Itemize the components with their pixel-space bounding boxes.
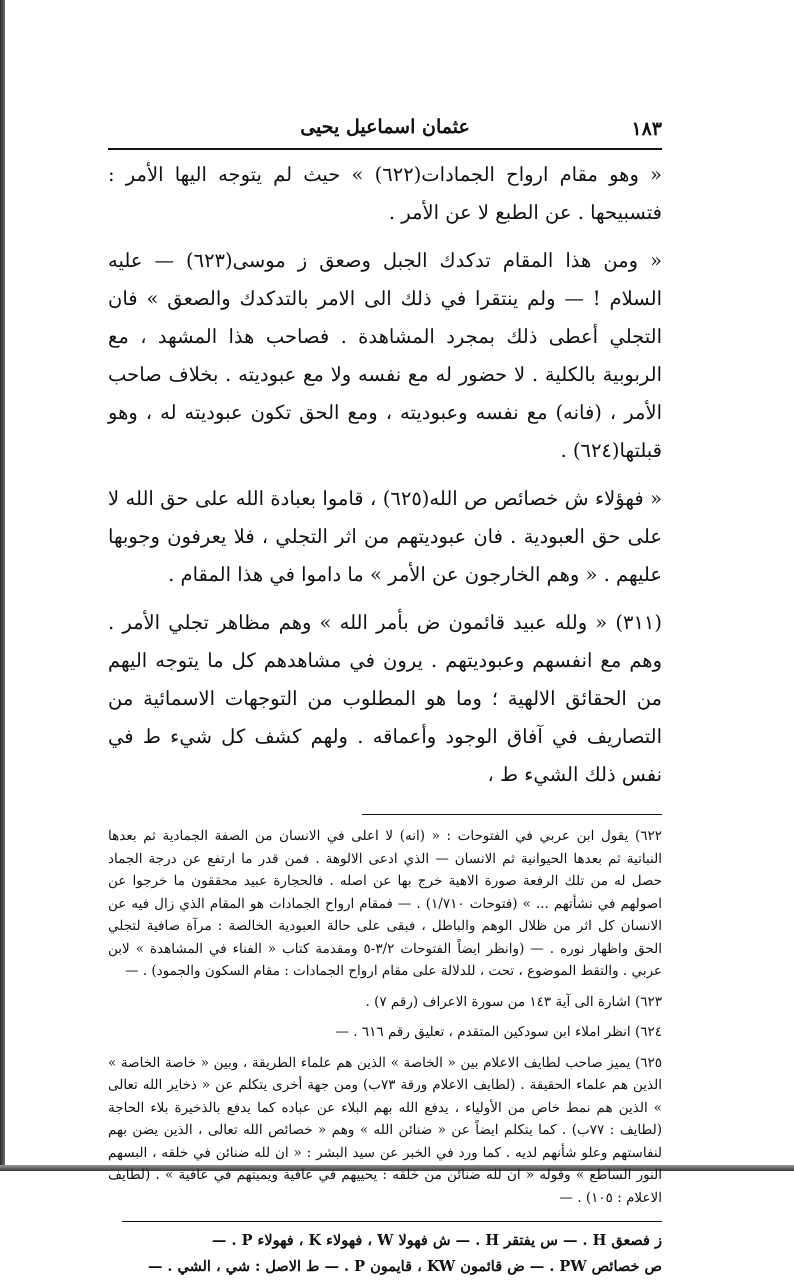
footnote: ٦٢٣) اشارة الى آية ١٤٣ من سورة الاعراف (رقم ٧) . bbox=[365, 993, 662, 1010]
paragraph: « ومن هذا المقام تدكدك الجبل وصعق ز موسى(٦٢٣) — عليه السلام ! — ولم ينتقرا في ذلك الى الامر بالتدكدك والصعق » فان التجلي أعطى ذلك بمجرد المشاهدة . فصاحب هذا المشهد ، مع الربوبية بالكلية . لا حضور له مع نفسه ولا مع عبوديته . بخلاف صاحب الأمر ، (فانه) مع نفسه وعبوديته ، ومع الحق تكون عبوديته له ، وهو قبلتها(٦٢٤) . bbox=[108, 249, 662, 462]
header-rule bbox=[108, 148, 662, 150]
variant-line: ز فصعق H . — س يفتقر H . — ش فهولا W ، فهولاء K ، فهولاء P . — bbox=[211, 1232, 662, 1249]
paragraph: « فهؤلاء ش خصائص ص الله(٦٢٥) ، قاموا بعبادة الله على حق الله لا على حق العبودية . فان عبوديتهم من اثر التجلي ، فلا يعرفون وجوبها عليهم . « وهم الخارجون عن الأمر » ما داموا في هذا المقام . bbox=[108, 487, 662, 586]
paragraph: « وهو مقام ارواح الجمادات(٦٢٢) » حيث لم يتوجه اليها الأمر : فتسبيحها . عن الطبع لا عن الأمر . bbox=[108, 163, 662, 224]
footnote: ٦٢٢) يقول ابن عربي في الفتوحات : « (انه) لا اعلى في الانسان من الصفة الجمادية ثم بعدها النباتية ثم بعدها الحيوانية ثم الانسان — الذي ادعى الالوهة . فمن قدر ما ارتفع عن درجة الجماد حصل له من تلك الرفعة صورة الاهية خرج بها عن اصله . فالحجارة عبيد محققون ما خرجوا عن اصولهم في نشأتهم ... » (فتوحات ١/٧١٠) . — فمقام ارواح الجمادات هو المقام الذي زال فيه عن الانسان كل اثر من ظلال الوهم والباطل ، فبقى على حالة العبودية الخالصة : مرآة صافية لتجلي الحق واظهار نوره . — (وانظر ايضاً الفتوحات ٣/٢-٥ ومقدمة كتاب « الفناء في المشاهدة » لابن عربي . والتقط الموضوع ، تحت ، للدلالة على مقام ارواح الجمادات : مقام السكون والجمود) . — bbox=[108, 828, 662, 979]
book-page bbox=[108, 112, 662, 1280]
variant-line: ص خصائص PW . — ض قائمون KW ، قايمون P . — ط الاصل : شي ، الشي . — bbox=[147, 1258, 662, 1275]
footnote-separator bbox=[362, 814, 662, 815]
footnotes bbox=[108, 825, 662, 1209]
apparatus-separator bbox=[122, 1221, 662, 1222]
page-header bbox=[108, 112, 662, 148]
critical-apparatus bbox=[108, 1228, 662, 1280]
footnote: ٦٢٤) انظر املاء ابن سودكين المتقدم ، تعليق رقم ٦١٦ . — bbox=[335, 1024, 662, 1040]
paragraph: (٣١١) « ولله عبيد قائمون ض بأمر الله » وهم مظاهر تجلي الأمر . وهم مع انفسهم وعبوديتهم . يرون في مشاهدهم كل ما يتوجه اليهم من الحقائق الالهية ؛ وما هو المطلوب من التوجهات الاسمائية من التصاريف في آفاق الوجود وأعماقه . ولهم كشف كل شيء ط في نفس ذلك الشيء ط ، bbox=[108, 611, 662, 786]
page-number: ١٨٣ bbox=[631, 118, 662, 140]
footnote: ٦٢٥) يميز صاحب لطايف الاعلام بين « الخاصة » الذين هم علماء الطريقة ، وبين « خاصة الخاصة » الذين هم علماء الحقيقة . (لطايف الاعلام ورقة ٧٣ب) ومن جهة أخرى يتكلم عن « ذخاير الله تعالى » الذين هم نمط خاص من الأولياء ، يدفع الله بهم البلاء عن عباده كما يدفع بالذخيرة بلاء الحاجة (لطايف : ٧٧ب) . كما يتكلم ايضاً عن « ضنائن الله » وهم « خصائص الله تعالى ، الذين يضن بهم لنفاستهم وعلو شأنهم لديه . كما ورد في الخبر عن سيد البشر : « ان لله ضنائن في خلقه ، البسهم النور الساطع » وقوله « ان لله ضنائن من خلقه : يحييهم في عافية ويميتهم في عافية » . (لطايف الاعلام : ١٠٥) . — bbox=[108, 1054, 662, 1206]
main-text bbox=[108, 156, 662, 794]
scan-shadow-left bbox=[0, 0, 5, 1171]
running-title: عثمان اسماعيل يحيى bbox=[300, 116, 470, 138]
